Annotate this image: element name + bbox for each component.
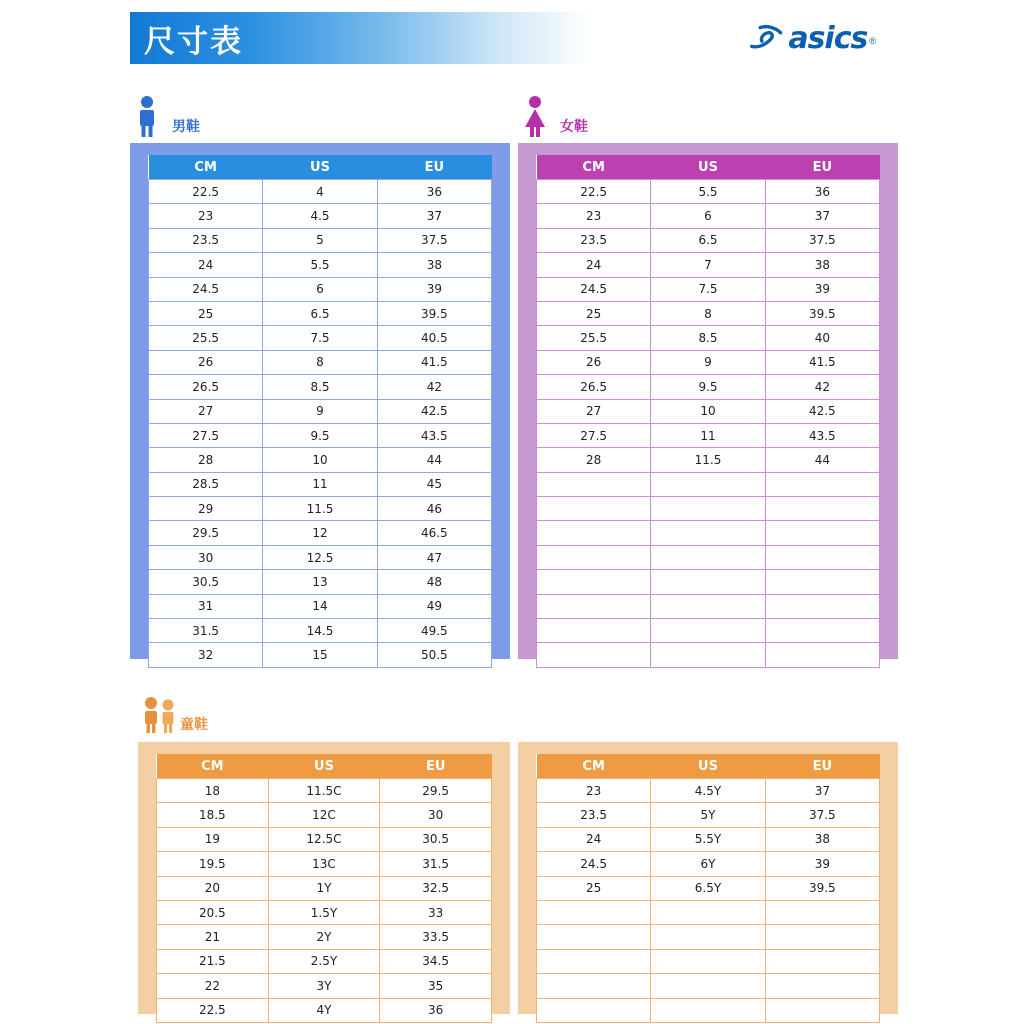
table-cell: 6 [651,204,765,228]
table-cell: 39.5 [765,301,879,325]
table-row [537,375,880,399]
table-cell: 37 [377,204,491,228]
table-row [149,521,492,545]
table-cell: 11 [651,423,765,447]
table-cell: 6.5 [651,228,765,252]
women-label-text: 女鞋 [560,119,588,135]
table-cell: 30.5 [380,827,492,851]
men-header-row [149,155,492,180]
table-row [537,521,880,545]
men-col-cm: CM [194,159,217,175]
table-cell: 22.5 [157,998,269,1022]
table-row [149,619,492,643]
table-cell: 12 [263,521,377,545]
table-cell: 24 [149,253,263,277]
table-row [157,852,492,876]
table-cell: 50.5 [377,643,491,667]
table-cell [537,949,651,973]
table-cell: 9 [651,350,765,374]
table-cell: 48 [377,570,491,594]
table-cell: 19.5 [157,852,269,876]
table-row [149,375,492,399]
table-row [537,998,880,1022]
table-cell: 5.5Y [651,827,765,851]
table-row [157,876,492,900]
table-row [149,448,492,472]
men-size-table [148,155,492,668]
table-cell: 8 [263,350,377,374]
table-cell: 5.5 [263,253,377,277]
table-cell: 26.5 [149,375,263,399]
women-table-body [537,180,880,668]
table-cell: 42.5 [377,399,491,423]
table-cell [537,570,651,594]
kids-label-text: 童鞋 [180,717,208,733]
table-cell [537,521,651,545]
table-cell: 25 [537,876,651,900]
table-row [537,900,880,924]
table-cell: 36 [377,180,491,204]
table-cell: 38 [765,827,879,851]
table-cell: 38 [765,253,879,277]
table-cell: 3Y [268,974,380,998]
men-table-body [149,180,492,668]
table-cell: 28 [149,448,263,472]
table-cell: 27.5 [149,423,263,447]
table-row [149,301,492,325]
table-cell: 7 [651,253,765,277]
kids-right-table-body [537,779,880,1023]
table-cell: 8 [651,301,765,325]
table-cell: 6Y [651,852,765,876]
table-cell [537,594,651,618]
kids-right-col-eu: EU [812,758,833,774]
table-cell: 39 [377,277,491,301]
table-cell [651,974,765,998]
table-cell: 41.5 [377,350,491,374]
table-row [537,594,880,618]
table-cell: 24.5 [149,277,263,301]
page-header-banner [130,12,592,64]
table-cell: 13C [268,852,380,876]
table-cell [765,472,879,496]
table-cell: 44 [765,448,879,472]
table-cell: 43.5 [377,423,491,447]
table-cell: 12.5C [268,827,380,851]
table-cell: 4.5 [263,204,377,228]
table-cell: 26.5 [537,375,651,399]
table-cell: 37.5 [765,228,879,252]
table-cell: 26 [537,350,651,374]
women-section-label [518,92,588,138]
table-cell: 31 [149,594,263,618]
table-row [537,545,880,569]
kids-right-col-us: US [698,758,718,774]
asics-wordmark: asics [788,21,868,56]
men-col-eu: EU [424,159,445,175]
table-cell: 45 [377,472,491,496]
table-row [157,974,492,998]
kids-right-table-head [537,754,880,779]
table-cell: 33.5 [380,925,492,949]
table-row [537,277,880,301]
kids-size-table-right [536,754,880,1023]
table-cell: 22.5 [537,180,651,204]
table-cell: 25.5 [537,326,651,350]
children-figures-icon [138,692,182,736]
table-cell: 20 [157,876,269,900]
table-cell [651,619,765,643]
table-cell: 12.5 [263,545,377,569]
table-row [537,301,880,325]
table-cell: 39.5 [377,301,491,325]
female-figure-icon [518,94,562,138]
women-table-head [537,155,880,180]
table-row [149,594,492,618]
table-cell: 23.5 [537,228,651,252]
table-row [537,399,880,423]
table-row [149,326,492,350]
table-cell: 23.5 [149,228,263,252]
table-row [157,779,492,803]
table-row [537,949,880,973]
table-cell: 22 [157,974,269,998]
table-cell: 21 [157,925,269,949]
table-cell: 27 [537,399,651,423]
table-row [149,228,492,252]
table-row [537,326,880,350]
kids-size-table-left-panel [138,742,510,1018]
table-cell: 2Y [268,925,380,949]
table-cell: 26 [149,350,263,374]
table-row [537,619,880,643]
table-cell: 9 [263,399,377,423]
table-cell: 43.5 [765,423,879,447]
table-cell: 6.5Y [651,876,765,900]
registered-mark: ® [869,36,876,46]
kids-right-header-row [537,754,880,779]
table-cell: 39.5 [765,876,879,900]
table-row [537,253,880,277]
table-cell: 31.5 [380,852,492,876]
table-cell [651,521,765,545]
table-cell: 1.5Y [268,900,380,924]
table-cell: 29.5 [380,779,492,803]
table-cell [765,998,879,1022]
table-cell: 46.5 [377,521,491,545]
table-cell: 11.5 [263,497,377,521]
table-row [537,497,880,521]
table-cell [651,998,765,1022]
table-row [149,204,492,228]
table-row [537,204,880,228]
table-row [537,643,880,667]
table-row [537,350,880,374]
table-cell [537,900,651,924]
kids-left-col-us: US [314,758,334,774]
table-cell: 29.5 [149,521,263,545]
table-cell: 29 [149,497,263,521]
table-cell [537,619,651,643]
table-cell: 49.5 [377,619,491,643]
table-cell: 34.5 [380,949,492,973]
table-cell: 42 [765,375,879,399]
table-cell: 27 [149,399,263,423]
table-cell: 49 [377,594,491,618]
table-row [149,423,492,447]
table-cell: 8.5 [263,375,377,399]
women-col-eu: EU [812,159,833,175]
kids-left-table-head [157,754,492,779]
table-row [149,180,492,204]
table-cell: 2.5Y [268,949,380,973]
table-cell: 37 [765,204,879,228]
men-section-label [130,92,200,138]
table-cell: 5.5 [651,180,765,204]
table-cell: 37 [765,779,879,803]
table-cell: 11.5 [651,448,765,472]
table-row [537,925,880,949]
kids-left-table-body [157,779,492,1023]
table-cell: 23 [537,779,651,803]
table-row [157,900,492,924]
table-row [157,949,492,973]
women-col-us: US [698,159,718,175]
table-cell: 11 [263,472,377,496]
table-row [149,277,492,301]
table-cell [651,925,765,949]
table-cell: 25.5 [149,326,263,350]
table-cell [651,643,765,667]
table-cell: 4Y [268,998,380,1022]
table-cell [651,949,765,973]
table-cell [537,643,651,667]
table-cell: 10 [263,448,377,472]
table-row [157,998,492,1022]
table-cell [765,974,879,998]
table-cell [765,643,879,667]
table-row [537,180,880,204]
table-cell: 42 [377,375,491,399]
table-cell: 20.5 [157,900,269,924]
table-cell: 28.5 [149,472,263,496]
table-row [537,827,880,851]
table-cell: 18.5 [157,803,269,827]
table-cell: 24.5 [537,852,651,876]
table-cell [651,594,765,618]
table-cell: 44 [377,448,491,472]
women-size-table [536,155,880,668]
kids-left-col-eu: EU [425,758,446,774]
table-cell: 37.5 [377,228,491,252]
table-cell [765,545,879,569]
table-cell [537,545,651,569]
table-cell [537,472,651,496]
table-row [157,925,492,949]
table-cell [765,570,879,594]
table-cell: 25 [149,301,263,325]
table-row [537,974,880,998]
table-cell: 35 [380,974,492,998]
table-row [537,472,880,496]
table-row [537,852,880,876]
table-row [537,423,880,447]
table-row [537,876,880,900]
table-row [149,350,492,374]
table-cell: 10 [651,399,765,423]
table-row [149,497,492,521]
table-cell: 23.5 [537,803,651,827]
table-cell [537,998,651,1022]
table-cell: 23 [537,204,651,228]
table-cell: 19 [157,827,269,851]
table-cell [765,594,879,618]
table-row [149,399,492,423]
table-cell [651,545,765,569]
table-cell [651,497,765,521]
table-cell [765,619,879,643]
table-cell: 38 [377,253,491,277]
kids-size-table-left [156,754,492,1023]
table-cell: 40.5 [377,326,491,350]
table-cell: 30 [380,803,492,827]
table-row [149,472,492,496]
table-cell: 7.5 [263,326,377,350]
table-row [537,779,880,803]
table-cell: 6 [263,277,377,301]
table-cell: 28 [537,448,651,472]
women-col-cm: CM [582,159,605,175]
kids-section-label [138,690,208,736]
men-col-us: US [310,159,330,175]
table-cell: 18 [157,779,269,803]
table-cell: 46 [377,497,491,521]
table-row [157,827,492,851]
table-cell: 9.5 [651,375,765,399]
table-cell: 9.5 [263,423,377,447]
table-cell: 8.5 [651,326,765,350]
table-cell: 21.5 [157,949,269,973]
page-title: 尺寸表 [144,23,243,60]
table-cell: 33 [380,900,492,924]
table-cell: 23 [149,204,263,228]
table-cell: 32.5 [380,876,492,900]
table-cell: 13 [263,570,377,594]
table-cell: 25 [537,301,651,325]
asics-logo [750,21,876,56]
table-cell: 5Y [651,803,765,827]
table-cell [537,497,651,521]
table-cell: 24.5 [537,277,651,301]
table-cell: 5 [263,228,377,252]
table-cell: 32 [149,643,263,667]
table-cell: 39 [765,852,879,876]
table-cell: 47 [377,545,491,569]
table-row [537,570,880,594]
table-cell: 15 [263,643,377,667]
table-cell: 37.5 [765,803,879,827]
table-cell: 6.5 [263,301,377,325]
table-cell: 4 [263,180,377,204]
table-row [149,643,492,667]
table-cell: 24 [537,253,651,277]
table-cell: 36 [380,998,492,1022]
table-cell: 14 [263,594,377,618]
table-cell [765,925,879,949]
kids-right-col-cm: CM [582,758,605,774]
table-cell: 1Y [268,876,380,900]
male-figure-icon [130,94,174,138]
table-cell: 30.5 [149,570,263,594]
table-cell: 31.5 [149,619,263,643]
table-cell: 4.5Y [651,779,765,803]
table-cell [765,949,879,973]
asics-spiral-icon [750,22,784,52]
table-cell: 30 [149,545,263,569]
kids-size-table-right-panel [518,742,898,1014]
table-cell [651,472,765,496]
table-row [537,803,880,827]
women-size-table-panel [518,143,898,659]
table-row [149,253,492,277]
table-cell: 14.5 [263,619,377,643]
table-cell: 11.5C [268,779,380,803]
table-cell [765,521,879,545]
kids-left-header-row [157,754,492,779]
table-cell: 36 [765,180,879,204]
table-cell [651,570,765,594]
table-cell: 22.5 [149,180,263,204]
kids-left-col-cm: CM [201,758,224,774]
men-size-table-panel [130,143,510,663]
table-row [537,228,880,252]
table-cell [765,497,879,521]
men-table-head [149,155,492,180]
table-cell [765,900,879,924]
table-row [149,545,492,569]
table-cell: 27.5 [537,423,651,447]
table-cell: 39 [765,277,879,301]
table-cell: 12C [268,803,380,827]
men-label-text: 男鞋 [172,119,200,135]
table-row [537,448,880,472]
table-row [157,803,492,827]
table-cell: 24 [537,827,651,851]
table-cell: 40 [765,326,879,350]
table-cell [537,925,651,949]
table-cell: 42.5 [765,399,879,423]
table-cell [537,974,651,998]
table-row [149,570,492,594]
table-cell [651,900,765,924]
table-cell: 7.5 [651,277,765,301]
table-cell: 41.5 [765,350,879,374]
women-header-row [537,155,880,180]
